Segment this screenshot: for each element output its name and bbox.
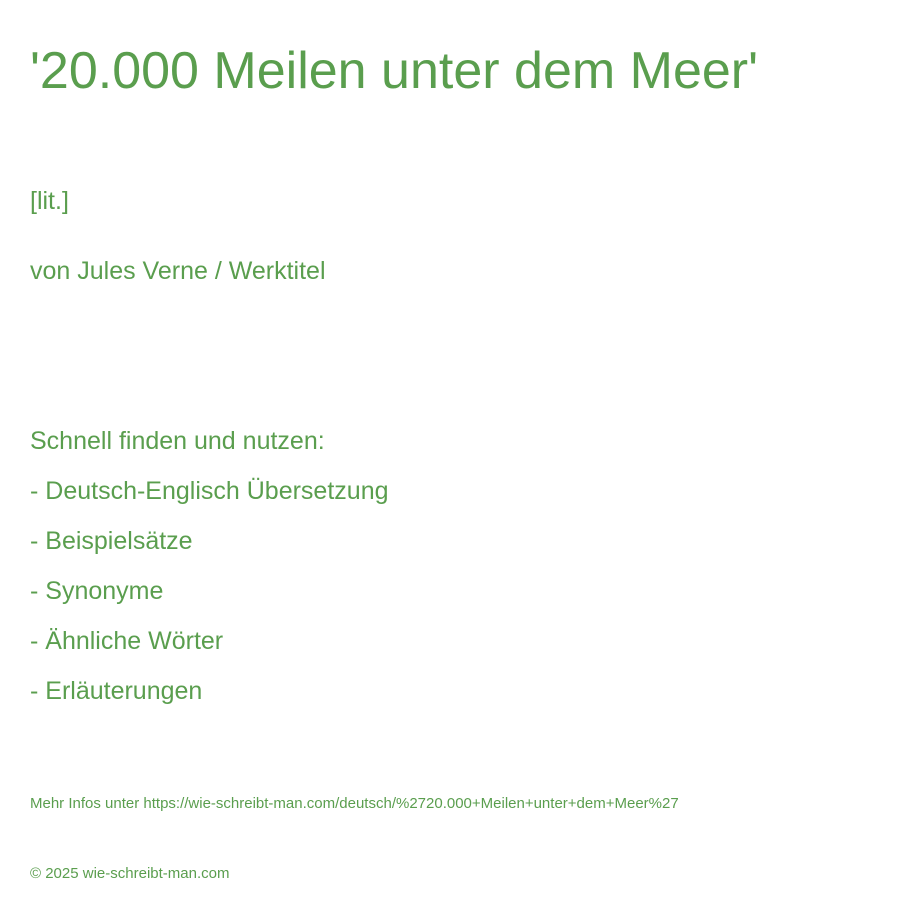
more-info-text: Mehr Infos unter https://wie-schreibt-man.com/deutsch/%2720.000+Meilen+unter+dem+Meer%27 (30, 795, 679, 812)
feature-list (30, 476, 389, 726)
feature-item-example-sentences: - Beispielsätze (30, 527, 193, 555)
category-tag: [lit.] (30, 187, 69, 215)
quick-access-heading: Schnell finden und nutzen: (30, 427, 325, 455)
page-title: '20.000 Meilen unter dem Meer' (30, 42, 759, 100)
feature-item-translation: - Deutsch-Englisch Übersetzung (30, 477, 389, 505)
feature-item-synonyms: - Synonyme (30, 577, 164, 605)
entry-description: von Jules Verne / Werktitel (30, 257, 326, 285)
feature-item-similar-words: - Ähnliche Wörter (30, 627, 224, 655)
feature-item-explanations: - Erläuterungen (30, 677, 203, 705)
copyright-text: © 2025 wie-schreibt-man.com (30, 865, 230, 882)
